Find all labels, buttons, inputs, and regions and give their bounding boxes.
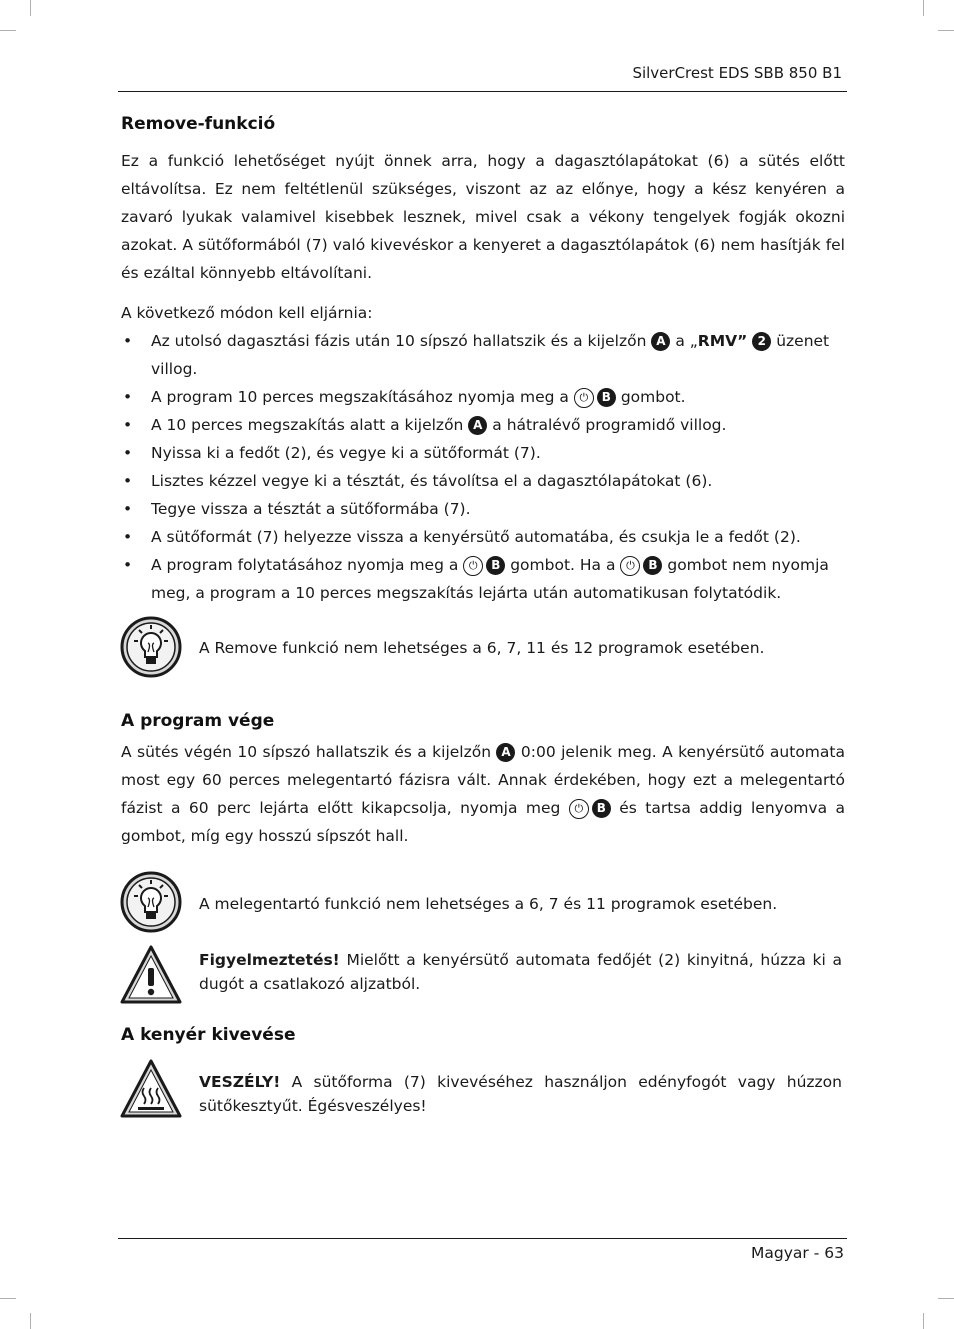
footer-separator: - [813,1244,820,1262]
button-b-icon: B [643,556,662,575]
crop-mark [923,0,924,16]
display-a-icon: A [468,416,487,435]
page-number: 63 [824,1244,844,1262]
rmv-message: RMV” [697,332,748,350]
danger-body: A sütőforma (7) kivevéséhez használjon edényfogót vagy húzzon sütőkesztyűt. Égésveszélyes! [199,1073,842,1115]
bullet-dot: • [123,388,133,406]
bullet-dot: • [123,444,133,462]
bullet-text: gombot nem nyomja meg, a program a 10 perces megszakítás lejárta után automatikusan folytatódik. [151,556,829,602]
crop-mark [0,30,16,31]
list-item [121,327,845,383]
danger-text [199,1070,842,1118]
bullet-text: A program 10 perces megszakításához nyomja meg a [151,388,569,406]
button-b-icon: B [592,799,611,818]
bullet-text: a „ [675,332,698,350]
lightbulb-tip-icon [120,871,182,933]
footer-language: Magyar [751,1244,809,1262]
bullet-dot: • [123,500,133,518]
bullet-dot: • [123,556,133,574]
button-b-icon: B [597,388,616,407]
section-heading-remove-bread: A kenyér kivevése [121,1025,296,1045]
list-item [121,523,845,551]
paragraph-text: és tartsa addig lenyomva a gombot, míg egy hosszú sípszót hall. [121,799,845,845]
bullet-text: Nyissa ki a fedőt (2), és vegye ki a sütőformát (7). [151,444,541,462]
power-button-icon: ⏻ [569,799,589,819]
bullet-dot: • [123,528,133,546]
list-item [121,467,845,495]
document-header-title: SilverCrest EDS SBB 850 B1 [632,64,842,82]
power-button-icon: ⏻ [463,556,483,576]
section-heading-program-end: A program vége [121,711,275,731]
crop-mark [923,1313,924,1329]
procedure-list [121,327,845,607]
bullet-text: A program folytatásához nyomja meg a [151,556,459,574]
crop-mark [938,30,954,31]
remove-note-text: A Remove funkció nem lehetséges a 6, 7, 11 és 12 programok esetében. [199,639,765,657]
bullet-text: A 10 perces megszakítás alatt a kijelzőn [151,416,464,434]
display-a-icon: A [651,332,670,351]
page-footer [751,1244,844,1262]
warning-triangle-icon [120,944,182,1006]
list-item [121,439,845,467]
warning-body: Mielőtt a kenyérsütő automata fedőjét (2) kinyitná, húzza ki a dugót a csatlakozó aljzatból. [199,951,842,993]
list-item [121,383,845,411]
display-a-icon: A [496,743,515,762]
list-item [121,411,845,439]
hot-surface-icon [120,1058,182,1120]
lightbulb-tip-icon [120,616,182,678]
crop-mark [30,1313,31,1329]
danger-label: VESZÉLY! [199,1073,281,1091]
remove-intro-paragraph: Ez a funkció lehetőséget nyújt önnek arra, hogy a dagasztólapátokat (6) a sütés előtt eltávolítsa. Ez nem feltétlenül szükséges, viszont az az előnye, hogy a kész kenyéren a zavaró lyukak valamivel kisebbek lesznek, mivel csak a vékony tengelyek fogják okozni azokat. A sütőformából (7) való kivevéskor a kenyeret a dagasztólapátok (6) nem hasítják fel és ezáltal könnyebb eltávolítani. [121,152,845,282]
paragraph-text: A sütés végén 10 sípszó hallatszik és a kijelzőn [121,743,492,761]
bullet-text: Lisztes kézzel vegye ki a tésztát, és távolítsa el a dagasztólapátokat (6). [151,472,713,490]
keep-warm-note-text: A melegentartó funkció nem lehetséges a 6, 7 és 11 programok esetében. [199,895,778,913]
section-heading-remove: Remove-funkció [121,114,276,134]
bullet-text: Az utolsó dagasztási fázis után 10 sípszó hallatszik és a kijelzőn [151,332,647,350]
bullet-text: gombot. [620,388,686,406]
list-item [121,551,845,607]
power-button-icon: ⏻ [574,388,594,408]
crop-mark [938,1298,954,1299]
bullet-text: A sütőformát (7) helyezze vissza a kenyérsütő automatába, és csukja le a fedőt (2). [151,528,801,546]
warning-label: Figyelmeztetés! [199,951,340,969]
bullet-dot: • [123,416,133,434]
header-rule [118,91,847,92]
list-item [121,495,845,523]
bullet-dot: • [123,472,133,490]
warning-text [199,948,842,996]
bullet-dot: • [123,332,133,350]
bullet-text: üzenet villog. [151,332,830,378]
power-button-icon: ⏻ [620,556,640,576]
crop-mark [0,1298,16,1299]
button-b-icon: B [486,556,505,575]
crop-mark [30,0,31,16]
paragraph-text: 0:00 jelenik meg. A kenyérsütő automata most egy 60 perces melegentartó fázisra vált. Annak érdekében, hogy ezt a melegentartó fázist a 60 perc lejárta előtt kikapcsolja, nyomja meg [121,743,845,817]
bullet-text: a hátralévő programidő villog. [492,416,727,434]
display-2-icon: 2 [752,332,771,351]
program-end-paragraph [121,738,845,850]
bullet-text: Tegye vissza a tésztát a sütőformába (7). [151,500,471,518]
procedure-label: A következő módon kell eljárnia: [121,304,373,322]
footer-rule [118,1238,847,1239]
bullet-text: gombot. Ha a [510,556,616,574]
